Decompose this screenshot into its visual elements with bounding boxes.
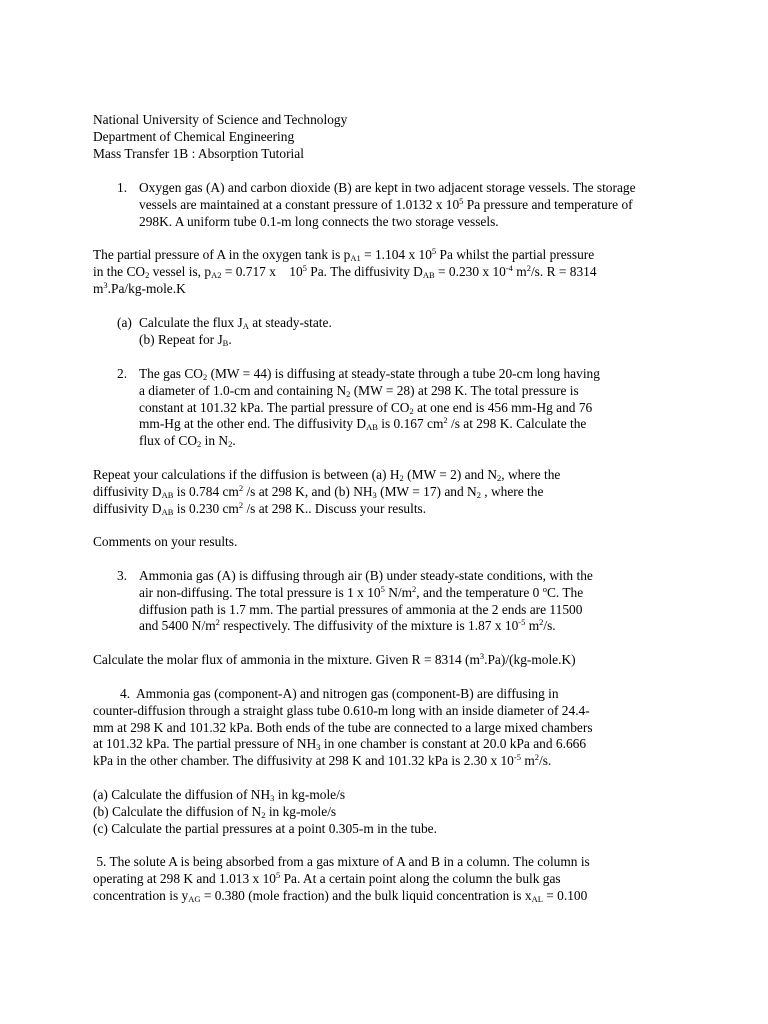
q4-part-a: (a) Calculate the diffusion of $NH_3$ in kg-mole/s: [93, 787, 346, 803]
q4-line: 4. Ammonia gas (component-A) and nitrogen gas (component-B) are diffusing in: [120, 686, 559, 701]
q4-part-c: (c) Calculate the partial pressures at a point 0.305-m in the tube.: [93, 820, 437, 836]
q1-line: Oxygen gas (A) and carbon dioxide (B) are kept in two adjacent storage vessels. The storage: [139, 180, 636, 195]
university-name: National University of Science and Technology: [93, 112, 348, 127]
q1-parts: [139, 315, 332, 349]
q1-line: vessels are maintained at a constant pressure of 1.0132 x $10^5$ Pa pressure and temperature of: [139, 195, 633, 212]
q4-line: counter-diffusion through a straight glass tube 0.610-m long with an inside diameter of 24.4-: [93, 702, 590, 718]
q1-line: 298K. A uniform tube 0.1-m long connects the two storage vessels.: [139, 213, 499, 229]
q5-line: concentration is $y_{AG} = 0.380$ (mole fraction) and the bulk liquid concentration is $x_{AL} = 0.100$: [93, 887, 588, 904]
q5-line: 5. The solute A is being absorbed from a gas mixture of A and B in a column. The column is: [93, 854, 590, 869]
q2-line: mm-Hg at the other end. The diffusivity $D_{AB}$ is 0.167 $cm^2$ /s at 298 K. Calculate the: [139, 415, 587, 433]
q4-line: kPa in the other chamber. The diffusivity at 298 K and 101.32 kPa is 2.30 x $10^{-5}$ $m^2/s$.: [93, 752, 552, 769]
q4-line: mm at 298 K and 101.32 kPa. Both ends of the tube are connected to a large mixed chambers: [93, 719, 593, 735]
q2-line: flux of $CO_2$ in $N_2$.: [139, 433, 236, 450]
q1-given-line: The partial pressure of A in the oxygen tank is $p_{A1} = 1.104$ x $10^5$ Pa whilst the partial pressure: [93, 246, 595, 263]
q2-repeat-line: diffusivity $D_{AB}$ is 0.230 $cm^2$ /s at 298 K.. Discuss your results.: [93, 499, 427, 517]
q3-statement: [139, 568, 593, 635]
comments-line: Comments on your results.: [93, 534, 238, 549]
department-name: Department of Chemical Engineering: [93, 128, 295, 144]
q1-part-a-label: (a): [117, 315, 132, 330]
q1-part-b: (b) Repeat for $J_B$.: [139, 331, 232, 348]
q2-comments: [93, 534, 237, 551]
q2-repeat: [93, 467, 560, 517]
q3-calc-line: Calculate the molar flux of ammonia in the mixture. Given R = 8314 $(m^3.Pa)/(kg-mole.K)$: [93, 651, 576, 667]
q3-number: 3.: [117, 568, 128, 583]
course-title: Mass Transfer 1B : Absorption Tutorial: [93, 145, 304, 161]
q3-calculation: [93, 652, 576, 669]
q1-part-a: Calculate the flux $J_A$ at steady-state.: [139, 315, 332, 331]
q1-statement: [139, 180, 636, 230]
q4-line: at 101.32 kPa. The partial pressure of $NH_3$ in one chamber is constant at 20.0 kPa and 6.666: [93, 736, 587, 753]
q1-given-line: in the $CO_2$ vessel is, $p_{A2} = 0.717$ x $10^5$ Pa. The diffusivity $D_{AB} = 0.230$ x $10^{-4}$ $m^2/s$. R = 8314: [93, 262, 597, 280]
q5-statement: [93, 854, 590, 904]
document-header: [93, 112, 347, 162]
q3-line: air non-diffusing. The total pressure is 1 x $10^5$ $N/m^2$, and the temperature 0 $^o$C. The: [139, 583, 584, 600]
q3-line: diffusion path is 1.7 mm. The partial pressures of ammonia at the 2 ends are 11500: [139, 601, 583, 617]
q4-parts: [93, 787, 437, 837]
q1-number: 1.: [117, 180, 128, 195]
q2-line: constant at 101.32 kPa. The partial pressure of $CO_2$ at one end is 456 mm-Hg and 76: [139, 399, 593, 416]
q4-statement: [93, 686, 593, 770]
q1-given-data: [93, 247, 597, 297]
q2-repeat-line: Repeat your calculations if the diffusion is between (a) $H_2$ (MW = 2) and $N_2$, where the: [93, 467, 561, 483]
q2-number: 2.: [117, 366, 128, 381]
q2-line: a diameter of 1.0-cm and containing $N_2$ (MW = 28) at 298 K. The total pressure is: [139, 382, 579, 399]
q3-line: and 5400 $N/m^2$ respectively. The diffusivity of the mixture is 1.87 x $10^{-5}$ $m^2/s$.: [139, 617, 556, 634]
q4-part-b: (b) Calculate the diffusion of $N_2$ in kg-mole/s: [93, 803, 337, 820]
q2-repeat-line: diffusivity $D_{AB}$ is 0.784 $cm^2$ /s at 298 K, and (b) $NH_3$ (MW = 17) and $N_2$ , where the: [93, 482, 544, 500]
q2-line: The gas $CO_2$ (MW = 44) is diffusing at steady-state through a tube 20-cm long having: [139, 366, 600, 382]
q2-statement: [139, 366, 600, 450]
q1-given-line: $m^3.Pa/kg-mole.K$: [93, 279, 186, 296]
q5-line: operating at 298 K and 1.013 x $10^5$ Pa. At a certain point along the column the bulk gas: [93, 869, 561, 886]
q3-line: Ammonia gas (A) is diffusing through air (B) under steady-state conditions, with the: [139, 568, 593, 583]
